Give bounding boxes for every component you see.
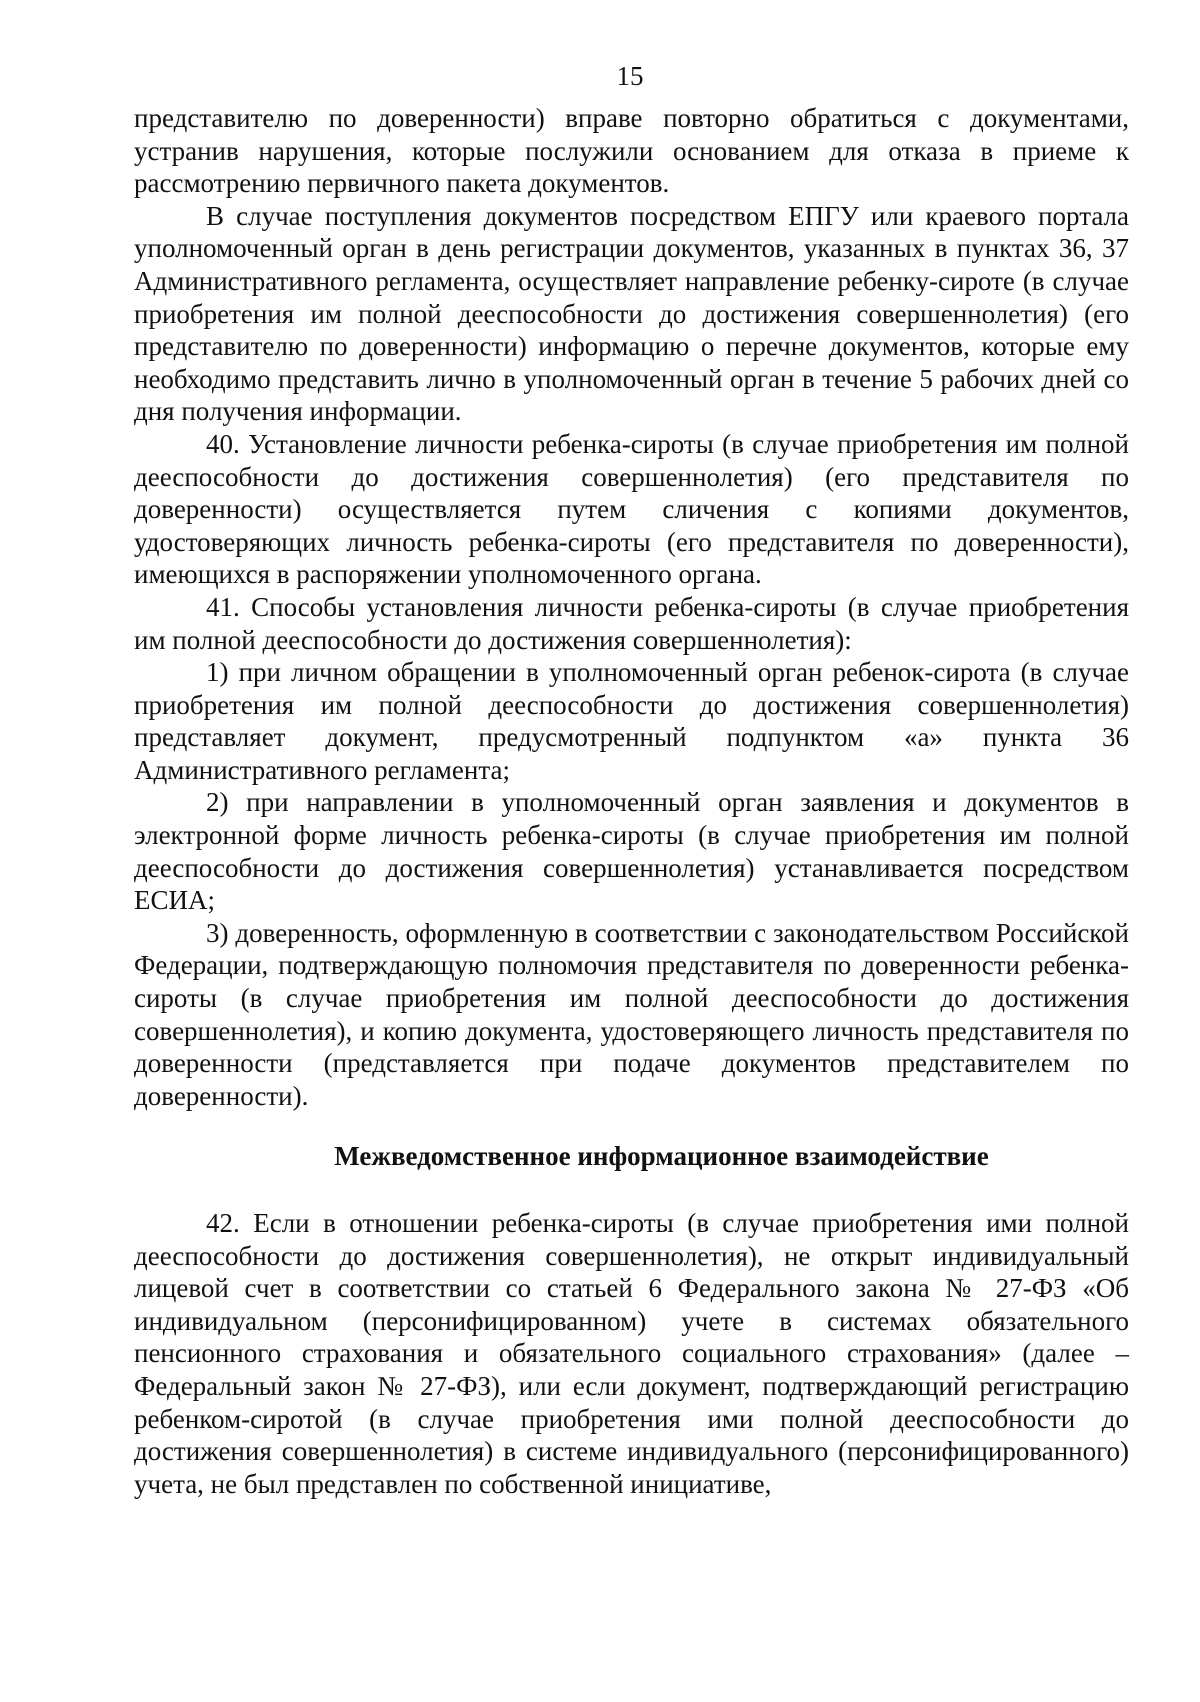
page-number: 15 xyxy=(616,61,644,91)
list-item-3: 3) доверенность, оформленную в соответствии с законодательством Российской Федерации, подтверждающую полномочия представителя по доверенности ребенка-сироты (в случае приобретения им полной дееспособности до достижения совершеннолетия), и копию документа, удостоверяющего личность представителя по доверенности (представляется при подаче документов представителем по доверенности). xyxy=(134,917,1129,1111)
document-body xyxy=(134,102,1129,1500)
list-item-2: 2) при направлении в уполномоченный орган заявления и документов в электронной форме личность ребенка-сироты (в случае приобретения им полной дееспособности до достижения совершеннолетия) устанавливается посредством ЕСИА; xyxy=(134,787,1129,916)
paragraph-40: 40. Установление личности ребенка-сироты (в случае приобретения им полной дееспособности до достижения совершеннолетия) (его представителя по доверенности) осуществляется путем сличения с копиями документов, удостоверяющих личность ребенка-сироты (его представителя по доверенности), имеющихся в распоряжении уполномоченного органа. xyxy=(134,428,1129,590)
paragraph-continuation: представителю по доверенности) вправе повторно обратиться с документами, устранив нарушения, которые послужили основанием для отказа в приеме к рассмотрению первичного пакета документов. xyxy=(134,103,1129,199)
paragraph-41: 41. Способы установления личности ребенка-сироты (в случае приобретения им полной дееспособности до достижения совершеннолетия): xyxy=(134,591,1129,655)
paragraph-epgu-submission: В случае поступления документов посредством ЕПГУ или краевого портала уполномоченный орган в день регистрации документов, указанных в пунктах 36, 37 Административного регламента, осуществляет направление ребенку-сироте (в случае приобретения им полной дееспособности до достижения совершеннолетия) (его представителю по доверенности) информацию о перечне документов, которые ему необходимо представить лично в уполномоченный орган в течение 5 рабочих дней со дня получения информации. xyxy=(134,200,1129,427)
section-heading: Межведомственное информационное взаимодействие xyxy=(334,1141,989,1172)
list-item-1: 1) при личном обращении в уполномоченный орган ребенок-сирота (в случае приобретения им полной дееспособности до достижения совершеннолетия) представляет документ, предусмотренный подпунктом «а» пункта 36 Административного регламента; xyxy=(134,657,1129,785)
paragraph-42: 42. Если в отношении ребенка-сироты (в случае приобретения ими полной дееспособности до достижения совершеннолетия), не открыт индивидуальный лицевой счет в соответствии со статьей 6 Федерального закона № 27-ФЗ «Об индивидуальном (персонифицированном) учете в системах обязательного пенсионного страхования и обязательного социального страхования» (далее – Федеральный закон № 27-ФЗ), или если документ, подтверждающий регистрацию ребенком-сиротой (в случае приобретения ими полной дееспособности до достижения совершеннолетия) в системе индивидуального (персонифицированного) учета, не был представлен по собственной инициативе, xyxy=(134,1208,1129,1499)
